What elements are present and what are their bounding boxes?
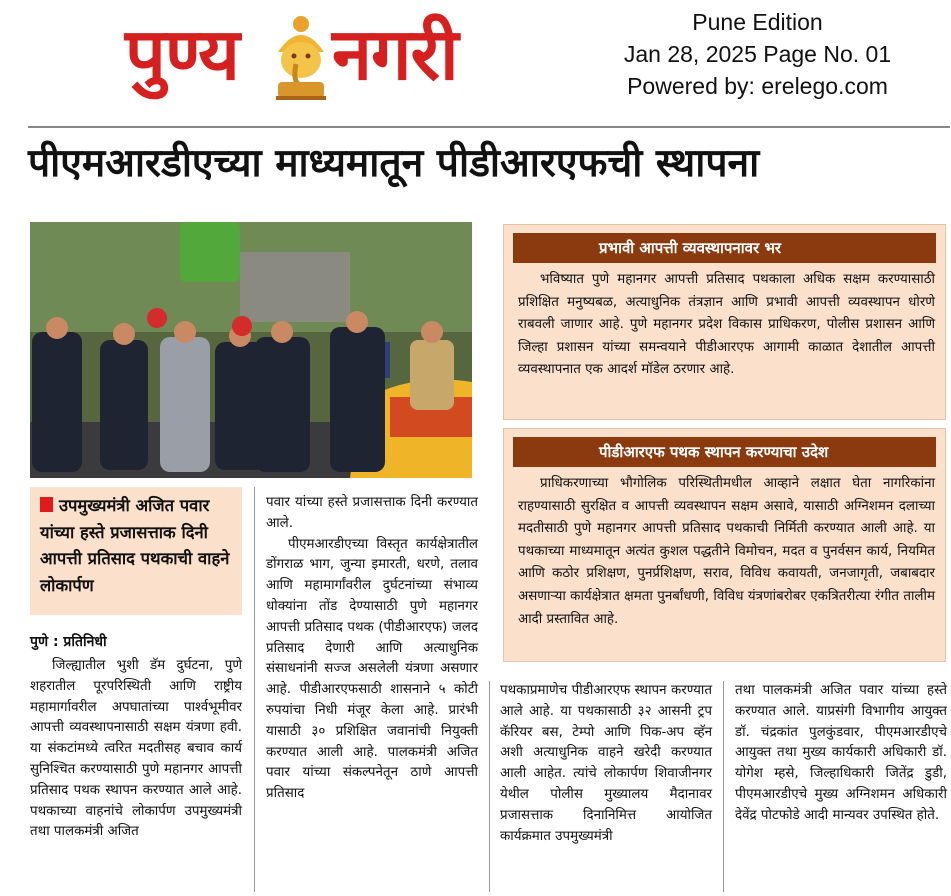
masthead-name-right: नगरी [332,12,458,96]
news-photo [30,222,472,478]
box-title: प्रभावी आपत्ती व्यवस्थापनावर भर [513,233,936,263]
info-box-effective-management [503,224,946,420]
article-column-4: तथा पालकमंत्री अजित पवार यांच्या हस्ते करण्यात आले. याप्रसंगी विभागीय आयुक्त डॉ. चंद्रकांत पुलकुंडवार, पीएमआरडीएचे आयुक्त तथा मुख्य कार्यकारी अधिकारी डॉ. योगेश म्हसे, जिल्हाधिकारी जितेंद्र डुडी, पीएमआरडीएचे मुख्य अग्निशमन अधिकारी देवेंद्र पोटफोडे आदी मान्यवर उपस्थित होते. [735,683,947,823]
box-text: प्राधिकरणाच्या भौगोलिक परिस्थितीमधील आव्हाने लक्षात घेता नागरिकांना राहण्यासाठी सुरक्षित व आपत्ती व्यवस्थापन सक्षम असावे, यासाठी अग्निशमन दलाच्या मदतीसाठी पुणे महानगर आपत्ती प्रतिसाद पथकाची निर्मिती करण्यात आली आहे. या पथकाच्या माध्यमातून अत्यंत कुशल पद्धतीने विमोचन, मदत व पुनर्वसन कार्य, नियमित आणि कठोर प्रशिक्षण, पुनर्प्रशिक्षण, सराव, विविध कवायती, जनजागृती, जबाबदार असणाऱ्या कार्यक्षेत्रात क्षमता पुनर्बांधणी, विविध यंत्रणांबरोबर एकत्रितरीत्या रंगीत तालीम आदी प्रस्तावित आहे. [518,476,935,627]
edition-info [590,6,925,102]
paragraph: पीएमआरडीएच्या विस्तृत कार्यक्षेत्रातील डोंगराळ भाग, जुन्या इमारती, धरणे, तलाव आणि महामार्गांवरील दुर्घटनांच्या संभाव्य धोक्यांना तोंड देण्यासाठी पुणे महानगर आपत्ती प्रतिसाद पथक (पीडीआरएफ) जलद प्रतिसाद देणारी आणि अत्याधुनिक संसाधनांनी सज्ज असलेली यंत्रणा असणार आहे. पीडीआरएफसाठी शासनाने ५ कोटी रुपयांचा निधी मंजूर केला आहे. प्रारंभी यासाठी ३० प्रशिक्षित जवानांची नियुक्ती करण्यात आली आहे. पालकमंत्री अजित पवार यांच्या संकल्पनेतून ठाणे आपत्ती प्रतिसाद [266,536,478,802]
info-box-purpose [503,428,946,662]
article-column-2 [266,493,478,805]
column-divider [723,681,724,892]
red-square-icon [40,497,53,512]
subheadline-text: उपमुख्यमंत्री अजित पवार यांच्या हस्ते प्रजासत्ताक दिनी आपत्ती प्रतिसाद पथकाची वाहने लोकार्पण [40,496,230,595]
subheadline [40,493,236,599]
box-title: पीडीआरएफ पथक स्थापन करण्याचा उदेश [513,437,936,467]
powered-by-link[interactable]: Powered by: erelego.com [627,73,888,99]
column-divider [254,487,255,892]
headline: पीएमआरडीएच्या माध्यमातून पीडीआरएफची स्थापना [28,141,760,186]
masthead-divider [28,126,950,128]
ganesha-logo-icon [270,12,332,104]
paragraph: पवार यांच्या हस्ते प्रजासत्ताक दिनी करण्यात आले. [266,495,478,531]
edition-name: Pune Edition [692,9,823,35]
article-column-1: जिल्ह्यातील भुशी डॅम दुर्घटना, पुणे शहरातील पूरपरिस्थिती आणि राष्ट्रीय महामार्गावरील अपघातांच्या पार्श्वभूमीवर आपत्ती व्यवस्थापनासाठी सक्षम यंत्रणा हवी. या संकटांमध्ये त्वरित मदतीसह बचाव कार्य सुनिश्चित करण्यासाठी पुणे महानगर आपत्ती प्रतिसाद पथक स्थापन करण्यात आले आहे. पथकाच्या वाहनांचे लोकार्पण उपमुख्यमंत्री तथा पालकमंत्री अजित [30,658,242,840]
date-page: Jan 28, 2025 Page No. 01 [623,41,892,67]
box-text: भविष्यात पुणे महानगर आपत्ती प्रतिसाद पथकाला अधिक सक्षम करण्यासाठी प्रशिक्षित मनुष्यबळ, अत्याधुनिक तंत्रज्ञान आणि प्रभावी आपत्ती व्यवस्थापन धोरणे राबवली जाणार आहे. पुणे महानगर प्रदेश विकास प्राधिकरण, पोलीस प्रशासन आणि जिल्हा प्रशासन यांच्या समन्वयाने पीडीआरएफ आगामी काळात देशातील आपत्ती व्यवस्थापनात एक आदर्श मॉडेल ठरणार आहे. [518,272,935,378]
column-divider [489,681,490,892]
article-column-3: पथकाप्रमाणेच पीडीआरएफ स्थापन करण्यात आले आहे. या पथकासाठी ३२ आसनी ट्रप कॅरियर बस, टेम्पो आणि पिक-अप व्हॅन अशी अत्याधुनिक वाहने खरेदी करण्यात आली आहेत. त्यांचे लोकार्पण शिवाजीनगर येथील पोलीस मुख्यालय मैदानावर प्रजासत्ताक दिनानिमित्त आयोजित कार्यक्रमात उपमुख्यमंत्री [500,683,712,844]
subheadline-box [30,487,242,615]
masthead-name-left: पुण्य [125,12,239,96]
dateline: पुणे : प्रतिनिधी [30,634,107,650]
